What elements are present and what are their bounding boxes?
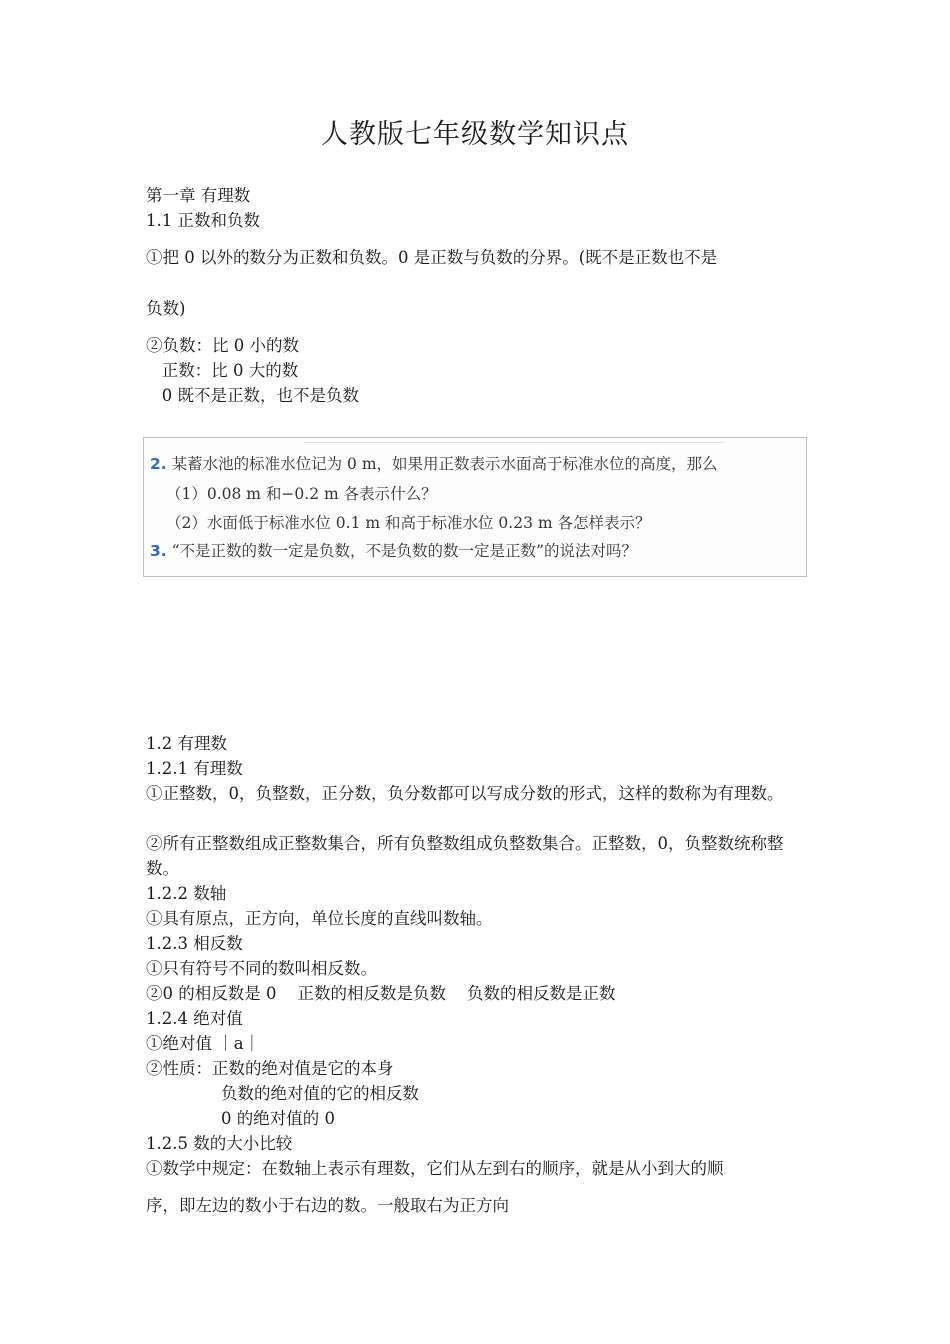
question-2-part-1: （1）0.08 m 和−0.2 m 各表示什么？: [166, 485, 437, 503]
chapter-heading: 第一章 有理数: [146, 186, 251, 205]
opposite-definition: ①只有符号不同的数叫相反数。: [146, 959, 377, 978]
section-heading-1-2-2: 1.2.2 数轴: [146, 884, 227, 903]
section-heading-1-2: 1.2 有理数: [146, 734, 227, 753]
section-heading-1-2-5: 1.2.5 数的大小比较: [146, 1134, 293, 1153]
paragraph-1-line-1: ①把 0 以外的数分为正数和负数。0 是正数与负数的分界。(既不是正数也不是: [146, 248, 718, 267]
document-title: 人教版七年级数学知识点: [321, 119, 629, 150]
positive-definition: 正数：比 0 大的数: [146, 361, 299, 380]
section-heading-1-2-3: 1.2.3 相反数: [146, 934, 243, 953]
question-3-text: “不是正数的数一定是负数，不是负数的数一定是正数”的说法对吗？: [171, 542, 637, 560]
question-3-number: 3.: [150, 542, 167, 560]
absolute-value-property-3: 0 的绝对值的 0: [221, 1109, 335, 1128]
scan-artifact-line: [304, 442, 724, 443]
negative-definition: ②负数：比 0 小的数: [146, 336, 299, 355]
comparison-rule-line-1: ①数学中规定：在数轴上表示有理数，它们从左到右的顺序，就是从小到大的顺: [146, 1159, 724, 1178]
absolute-value-property-1: ②性质：正数的绝对值是它的本身: [146, 1059, 394, 1078]
question-2-number: 2.: [150, 455, 167, 473]
absolute-value-notation: ①绝对值 ｜a｜: [146, 1034, 261, 1053]
question-2-text: 某蓄水池的标准水位记为 0 m，如果用正数表示水面高于标准水位的高度，那么: [171, 455, 718, 473]
section-heading-1-2-1: 1.2.1 有理数: [146, 759, 243, 778]
comparison-rule-line-2: 序，即左边的数小于右边的数。一般取右为正方向: [146, 1196, 509, 1215]
paragraph-1-line-2: 负数): [146, 299, 186, 318]
exercise-image: [143, 437, 807, 577]
integer-definition: ②所有正整数组成正整数集合，所有负整数组成负整数集合。正整数，0，负整数统称整数。: [146, 834, 784, 878]
question-2-part-2: （2）水面低于标准水位 0.1 m 和高于标准水位 0.23 m 各怎样表示？: [166, 514, 651, 532]
absolute-value-property-2: 负数的绝对值的它的相反数: [221, 1084, 419, 1103]
opposite-properties: ②0 的相反数是 0 正数的相反数是负数 负数的相反数是正数: [146, 984, 616, 1003]
section-heading-1-2-4: 1.2.4 绝对值: [146, 1009, 243, 1028]
number-line-definition: ①具有原点，正方向，单位长度的直线叫数轴。: [146, 909, 493, 928]
zero-definition: 0 既不是正数，也不是负数: [146, 386, 359, 405]
rational-definition: ①正整数，0，负整数，正分数，负分数都可以写成分数的形式，这样的数称为有理数。: [146, 784, 784, 803]
section-heading-1-1: 1.1 正数和负数: [146, 211, 260, 230]
